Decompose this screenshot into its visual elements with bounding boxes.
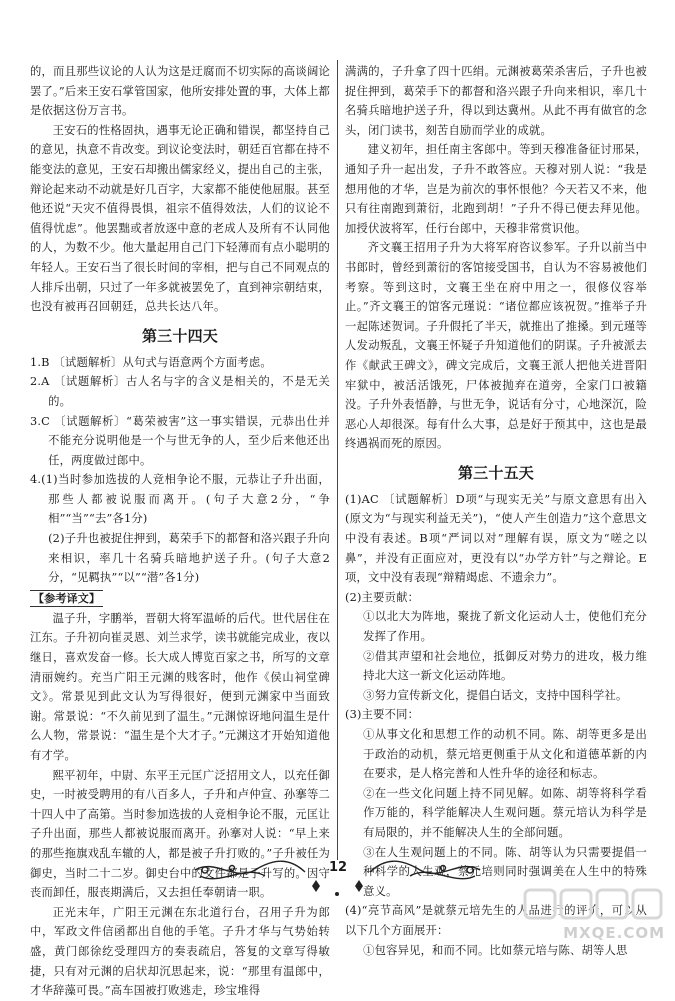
answer-35-3-point-3: ③在人生观问题上的不同。陈、胡等认为只需要提倡一种科学的人生观，蔡元培则同时强调美在人生中的特殊意义。 — [363, 845, 647, 898]
translation-paragraph-1: 温子升，字鹏举，晋朝大将军温峤的后代。世代居住在江东。子升初向崔灵恩、刘兰求学，读书就能完成业，夜以继日，喜欢发奋一修。长大成人博览百家之书，所写的文章清丽婉约。充当广阳王元渊的贱客时，他作《侯山祠堂碑文》。常景见到此文认为写得很好，便到元渊家中当面致谢。常景说：“不久前见到了温生。”元渊惊讶地问温生是什么人物，常景说：“温生是个大才子。”元渊这才开始知道他有才学。 — [30, 611, 330, 762]
answer-35-3-point-2: ②在一些文化问题上持不同见解。如陈、胡等将科学看作万能的，科学能解决人生观问题。蔡元培认为科学是有局限的，并不能解决人生的全部问题。 — [363, 786, 647, 839]
answer-35-1: (1)AC 〔试题解析〕D项“与现实无关”与原文意思有出入(原文为“与现实利益无关”)，“使人产生创造力”这个意思文中没有表述。B项“严词以对”理解有误，原文为“嗟之以鼻”，并没有正面应对，更没有以“办学方针”与之辩论。E项，文中没有表现“辩精竭虑、不遗余力”。 — [345, 492, 647, 585]
answer-35-4-point-1: ①包容异见，和而不同。比如蔡元培与陈、胡等人思 — [363, 943, 628, 957]
page-number: 12 — [328, 860, 348, 875]
answer-35-2-point-2: ②借其声望和社会地位，抵御反对势力的进攻，极力维持北大这一新文化运动阵地。 — [363, 649, 647, 683]
answer-2: 2.A 〔试题解析〕古人名与字的含义是相关的，不是无关的。 — [30, 375, 330, 408]
reference-translation-label: 【参考译文】 — [30, 590, 103, 607]
answer-1: 1.B 〔试题解析〕从句式与语意两个方面考虑。 — [30, 355, 272, 369]
watermark-text: MXQE.COM — [563, 924, 665, 942]
answer-35-4-title: (4)“亮节高风”是就蔡元培先生的人品进行的评价，可以从以下几个方面展开： — [345, 904, 647, 937]
answer-35-2-point-1: ①以北大为阵地，聚拢了新文化运动人士，使他们充分发挥了作用。 — [363, 610, 647, 644]
paragraph-intro: 的，而且那些议论的人认为这是迂腐而不切实际的高谈阔论罢了。”后来王安石掌管国家，他所安排处置的事，大体上都是依据这份万言书。 — [30, 65, 330, 118]
translation-continued-2: 建义初年，担任南主客郎中。等到天穆准备征讨邢杲，通知子升一起出发，子升不敢答应。天穆对别人说：“我是想用他的才华，岂是为前次的事怀恨他？今天若又不来，他只有往南跑到萧衍，北跑到胡！”子升不得已便去拜见他。加授伏波将军，任行台郎中，天穆非常赏识他。 — [345, 143, 647, 235]
answer-3: 3.C 〔试题解析〕“葛荣被害”这一事实错误，元恭出仕并不能充分说明他是一个与世无争的人，至少后来他还出任，两度做过郎中。 — [30, 414, 330, 467]
translation-continued-3: 齐文襄王招用子升为大将军府咨议参军。子升以前当中书郎时，曾经到萧衍的客馆接受国书，自认为不容易被他们考察。等到这时，文襄王坐在府中用之一，很修仪容举止。”齐文襄王的馆客元瑾说：“诸位都应该祝贺。”推举子升一起陈述贺词。子升假托了半天，就推出了推搡。到元瑾等人发动叛乱，文襄王怀疑子升知道他们的阴谋。子升被派去作《献武王碑文》，碑文完成后，文襄王派人把他关进晋阳牢狱中，被活活饿死，尸体被抛弃在道旁，全家门口被籍没。子升外表悟静，与世无争，说话有分寸，心地深沉，险恶心人却很深。每有什么大事，总是好于预其中，这也是最终遇祸而死的原因。 — [345, 241, 647, 451]
translation-paragraph-3: 正光末年，广阳王元渊在东北道行台，召用子升为郎中，军政文件信函都出自他的手笔。子升才华与气势始转盛，黄门郎徐纥受理四方的奏表疏启，答复的文章写得敏捷，只有对元渊的启状却沉思起来，说：“那里有温郎中，才华辞藻可畏。”高车国被打败逃走，珍宝堆得 — [30, 905, 330, 998]
answer-35-2-title: (2)主要贡献： — [345, 590, 420, 604]
answer-35-2-point-3: ③努力宣传新文化，提倡白话文，支持中国科学社。 — [363, 688, 628, 702]
answer-35-3-title: (3)主要不同： — [345, 708, 420, 722]
column-divider — [337, 60, 338, 860]
answer-35-3-point-1: ①从事文化和思想工作的动机不同。陈、胡等更多是出于政治的动机，蔡元培更侧重于从文化和道德革新的内在要求，是人格完善和人性升华的途径和标志。 — [363, 728, 647, 781]
paragraph-wang-anshi: 王安石的性格固执，遇事无论正确和错误，都坚持自己的意见，执意不肯改变。到议论变法时，朝廷百官都在持不能变法的意见，王安石却搬出儒家经义，提出自己的主张，辩论起来动不动就是好几百字，大家都不能使他屈服。甚至他还说“天灾不值得畏惧，祖宗不值得效法，人们的议论不值得忧虑”。他罢黜或者放逐中意的老成人及所有不认同他的人，为数不少。他大量起用自己门下轻薄而有点小聪明的年轻人。王安石当了很长时间的宰相，把与自己不同观点的人排斥出朝，只过了一年多就被罢免了，直到神宗朝结束，也没有被再召回朝廷，总共长达八年。 — [30, 123, 330, 314]
translation-paragraph-2: 熙平初年，中尉、东平王元匡广泛招用文人，以充任御史，一时被受聘用的有八百多人，子升和卢仲宣、孙搴等二十四人中了高第。当时参加选拔的人竞相争论不服，元匡让子升出面，那些人都被说服而离开。孙搴对人说：“早上来的那些拖旗戏乱车辙的人，都是被子升打败的。”子升被任为御史，当时二十二岁。御史台中的文件都是子升写的。因守丧而卸任，服丧期满后，又去担任奉朝请一职。 — [30, 768, 330, 900]
left-column — [30, 62, 330, 998]
section-heading-day-34: 第三十四天 — [141, 326, 218, 345]
answer-4-part-2: (2)子升也被捉住押到，葛荣手下的都督和洛兴跟子升向来相识，率几十名骑兵暗地护送子升。(句子大意2分，“见羁执”“以”“潜”各1分) — [48, 532, 330, 585]
section-heading-day-35: 第三十五天 — [457, 463, 534, 482]
translation-continued-1: 满满的，子升拿了四十匹绢。元渊被葛荣杀害后，子升也被捉住押到，葛荣手下的都督和洛兴跟子升向来相识，率几十名骑兵暗地护送子升，得以到达冀州。从此不再有做官的念头，闭门读书，刻苦自励而学业的成就。 — [345, 65, 647, 137]
answer-4-part-1: 4.(1)当时参加选拔的人竞相争论不服，元恭让子升出面，那些人都被说服而离开。(句子大意2分，“争相”“当”“去”各1分) — [30, 473, 330, 526]
